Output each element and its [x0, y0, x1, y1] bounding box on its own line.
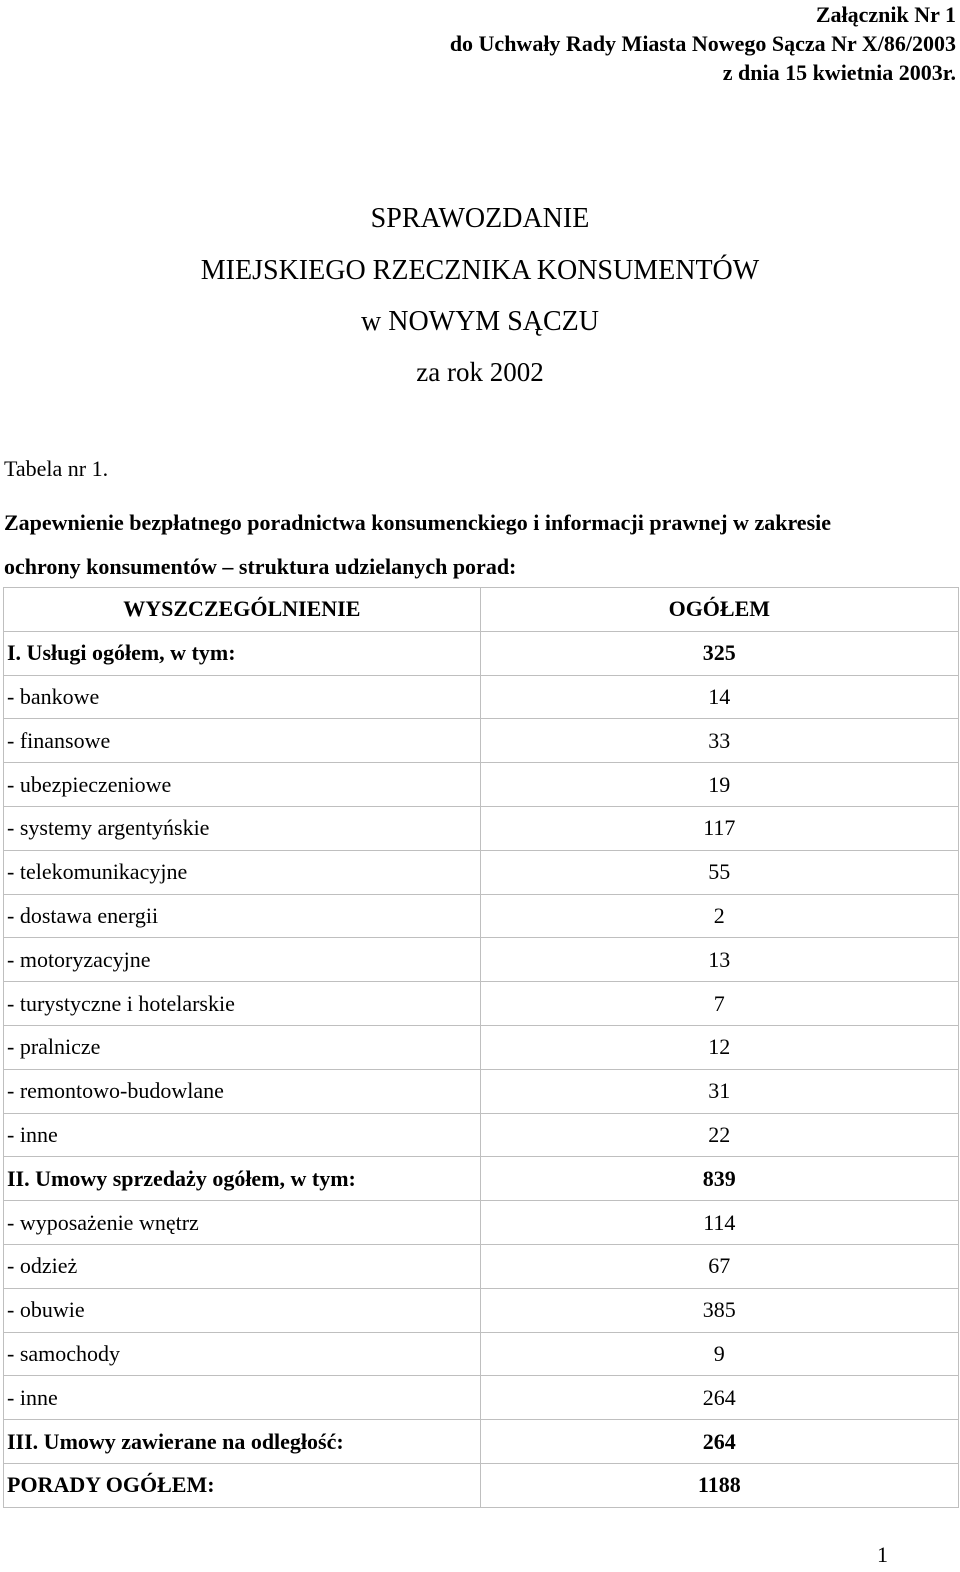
page-number: 1	[877, 1542, 888, 1567]
table-header-row	[4, 588, 959, 632]
header-total: OGÓŁEM	[480, 588, 958, 632]
table-row	[4, 1201, 959, 1245]
table-row	[4, 763, 959, 807]
annex-resolution: do Uchwały Rady Miasta Nowego Sącza Nr X/86/2003	[449, 31, 956, 56]
row-label: - turystyczne i hotelarskie	[4, 982, 481, 1026]
table-body	[4, 631, 959, 1507]
row-value: 33	[480, 719, 958, 763]
row-label: - dostawa energii	[4, 894, 481, 938]
table-label: Tabela nr 1.	[4, 456, 109, 481]
row-value: 31	[480, 1069, 958, 1113]
annex-date: z dnia 15 kwietnia 2003r.	[722, 60, 956, 85]
header-specification: WYSZCZEGÓLNIENIE	[4, 588, 481, 632]
row-value: 12	[480, 1025, 958, 1069]
table-row	[4, 675, 959, 719]
row-label: - wyposażenie wnętrz	[4, 1201, 481, 1245]
row-value: 14	[480, 675, 958, 719]
row-value: 117	[480, 806, 958, 850]
row-label: - remontowo-budowlane	[4, 1069, 481, 1113]
table-description-line2: ochrony konsumentów – struktura udzielanych porad:	[4, 554, 517, 579]
row-value: 114	[480, 1201, 958, 1245]
row-value: 264	[480, 1420, 958, 1464]
row-value: 264	[480, 1376, 958, 1420]
report-subtitle: MIEJSKIEGO RZECZNIKA KONSUMENTÓW	[200, 255, 760, 286]
table-row	[4, 982, 959, 1026]
annex-number: Załącznik Nr 1	[815, 2, 956, 27]
row-value: 13	[480, 938, 958, 982]
row-label: - inne	[4, 1113, 481, 1157]
row-label: - systemy argentyńskie	[4, 806, 481, 850]
table-row	[4, 1463, 959, 1507]
table-description-line1: Zapewnienie bezpłatnego poradnictwa konsumenckiego i informacji prawnej w zakresie	[4, 510, 832, 535]
table-row	[4, 1376, 959, 1420]
row-label: - pralnicze	[4, 1025, 481, 1069]
row-label: - finansowe	[4, 719, 481, 763]
row-value: 385	[480, 1288, 958, 1332]
row-value: 1188	[480, 1463, 958, 1507]
report-title: SPRAWOZDANIE	[370, 203, 590, 234]
row-value: 325	[480, 631, 958, 675]
row-label: - odzież	[4, 1244, 481, 1288]
table-row	[4, 894, 959, 938]
table-row	[4, 1332, 959, 1376]
table-row	[4, 1288, 959, 1332]
row-value: 19	[480, 763, 958, 807]
table-row	[4, 938, 959, 982]
row-value: 22	[480, 1113, 958, 1157]
row-label: - motoryzacyjne	[4, 938, 481, 982]
table-row	[4, 1244, 959, 1288]
row-label: II. Umowy sprzedaży ogółem, w tym:	[4, 1157, 481, 1201]
row-value: 839	[480, 1157, 958, 1201]
table-row	[4, 1420, 959, 1464]
row-label: - ubezpieczeniowe	[4, 763, 481, 807]
table-row	[4, 719, 959, 763]
consultation-table	[3, 587, 959, 1508]
table-row	[4, 1113, 959, 1157]
row-label: I. Usługi ogółem, w tym:	[4, 631, 481, 675]
row-label: - telekomunikacyjne	[4, 850, 481, 894]
report-city: w NOWYM SĄCZU	[361, 306, 599, 337]
table-row	[4, 631, 959, 675]
row-label: - inne	[4, 1376, 481, 1420]
annex-header	[450, 0, 956, 87]
row-label: PORADY OGÓŁEM:	[4, 1463, 481, 1507]
report-year: za rok 2002	[416, 357, 544, 387]
row-value: 2	[480, 894, 958, 938]
table-row	[4, 806, 959, 850]
table-description	[4, 501, 960, 589]
table-row	[4, 1069, 959, 1113]
row-label: - samochody	[4, 1332, 481, 1376]
row-label: III. Umowy zawierane na odległość:	[4, 1420, 481, 1464]
row-label: - bankowe	[4, 675, 481, 719]
row-value: 9	[480, 1332, 958, 1376]
row-label: - obuwie	[4, 1288, 481, 1332]
table-row	[4, 850, 959, 894]
row-value: 7	[480, 982, 958, 1026]
row-value: 55	[480, 850, 958, 894]
row-value: 67	[480, 1244, 958, 1288]
table-row	[4, 1157, 959, 1201]
table-row	[4, 1025, 959, 1069]
